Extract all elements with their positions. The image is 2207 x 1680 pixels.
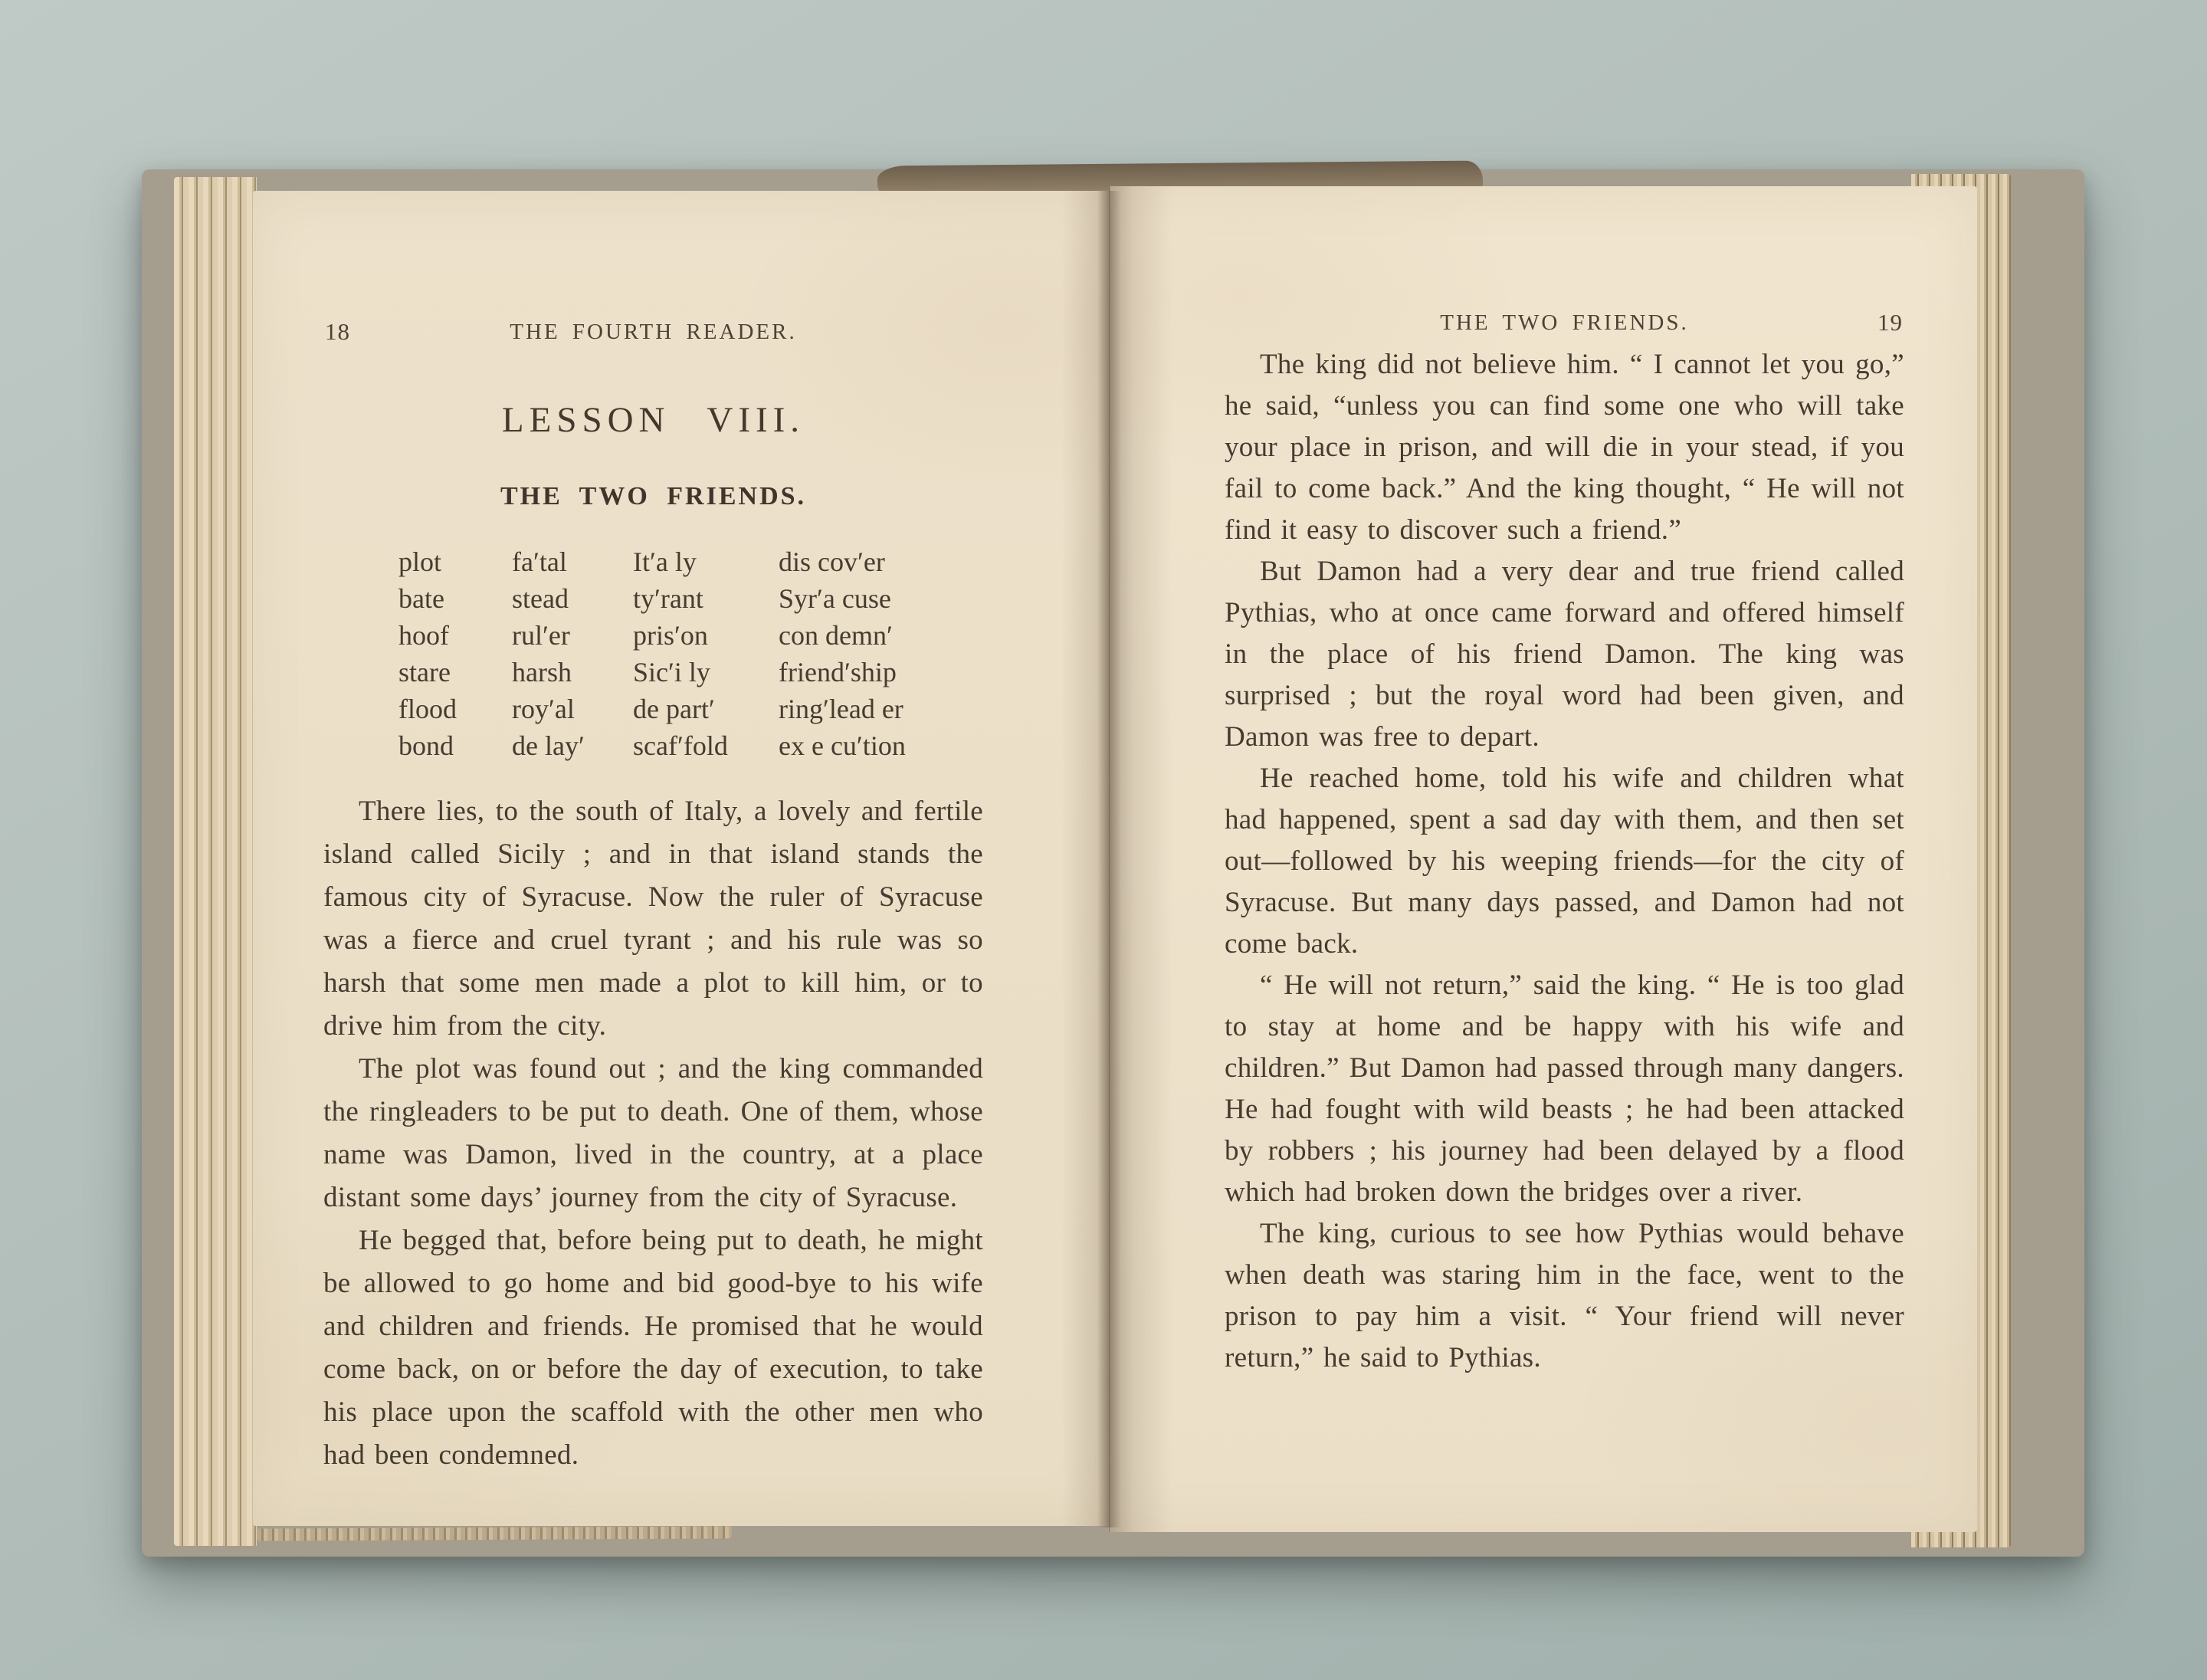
right-page [1110, 186, 1977, 1532]
right-page-story [1225, 344, 1904, 1379]
vocab-word: ring′lead er [779, 694, 903, 724]
story-paragraph: He begged that, before being put to death, he might be allowed to go home and bid good-bye to his wife and children and friends. He promised that he would come back, on or before the day of execution, to take his place upon the scaffold with the other men who had been condemned. [323, 1225, 983, 1471]
left-running-header-row [323, 320, 983, 345]
vocab-word: harsh [512, 657, 572, 687]
vocab-word: Sic′i ly [633, 657, 710, 687]
right-page-content [1110, 186, 1977, 1379]
story-title: THE TWO FRIENDS. [500, 482, 807, 510]
vocabulary-table [398, 543, 983, 764]
vocab-word: con demn′ [779, 620, 893, 651]
story-paragraph: He reached home, told his wife and children what had happened, spent a sad day with them, and then set out—followed by his weeping friends—for the city of Syracuse. But many days passed, and Damon had not come back. [1225, 763, 1904, 960]
lesson-title: LESSON VIII. [501, 400, 805, 440]
vocab-word: It′a ly [633, 546, 697, 577]
vocab-word: ex e cu′tion [779, 730, 906, 761]
vocab-word: pris′on [633, 620, 708, 651]
vocab-word: bate [398, 583, 444, 614]
left-page-content [253, 191, 1110, 1477]
page-number-right: 19 [1877, 309, 1903, 336]
story-paragraph: The plot was found out ; and the king commanded the ringleaders to be put to death. One of them, whose name was Damon, lived in the country, at a place distant some days’ journey from the city of Syracuse. [323, 1053, 983, 1213]
vocab-word: plot [398, 546, 442, 577]
vocab-word: friend′ship [779, 657, 897, 687]
open-book [142, 157, 2084, 1560]
running-header-right: THE TWO FRIENDS. [1440, 310, 1689, 335]
page-number-left: 18 [325, 318, 350, 345]
page-stack-bottom-edge [257, 1526, 732, 1541]
story-paragraph: But Damon had a very dear and true friend called Pythias, who at once came forward and offered himself in the place of his friend Damon. The king was surprised ; but the royal word had been given, and Damon was free to depart. [1225, 556, 1904, 753]
vocab-word: fa′tal [512, 546, 567, 577]
vocab-word: roy′al [512, 694, 575, 724]
vocab-word: Syr′a cuse [779, 583, 891, 614]
running-header-left: THE FOURTH READER. [510, 320, 797, 344]
vocab-word: de lay′ [512, 730, 585, 761]
vocab-word: stead [512, 583, 569, 614]
left-page [253, 191, 1110, 1526]
vocab-word: ty′rant [633, 583, 703, 614]
page-stack-left-edge [174, 177, 257, 1546]
left-page-story [323, 790, 983, 1477]
vocab-word: de part′ [633, 694, 715, 724]
story-paragraph: “ He will not return,” said the king. “ He is too glad to stay at home and be happy with his wife and children.” But Damon had passed through many dangers. He had fought with wild beasts ; he had been attacked by robbers ; his journey had been delayed by a flood which had broken down the bridges over a river. [1225, 970, 1904, 1208]
vocab-word: flood [398, 694, 457, 724]
right-running-header-row [1225, 310, 1904, 336]
vocab-word: scaf′fold [633, 730, 728, 761]
vocab-word: stare [398, 657, 451, 687]
story-paragraph: The king, curious to see how Pythias would behave when death was staring him in the face, went to the prison to pay him a visit. “ Your friend will never return,” he said to Pythias. [1225, 1218, 1904, 1373]
story-paragraph: The king did not believe him. “ I cannot let you go,” he said, “unless you can find some one who will take your place in prison, and will die in your stead, if you fail to come back.” And the king thought, “ He will not find it easy to discover such a friend.” [1225, 349, 1904, 546]
story-paragraph: There lies, to the south of Italy, a lovely and fertile island called Sicily ; and in that island stands the famous city of Syracuse. Now the ruler of Syracuse was a fierce and cruel tyrant ; and his rule was so harsh that some men made a plot to kill him, or to drive him from the city. [323, 796, 983, 1042]
vocab-word: hoof [398, 620, 449, 651]
vocab-word: bond [398, 730, 454, 761]
vocab-word: rul′er [512, 620, 570, 651]
vocab-word: dis cov′er [779, 546, 885, 577]
